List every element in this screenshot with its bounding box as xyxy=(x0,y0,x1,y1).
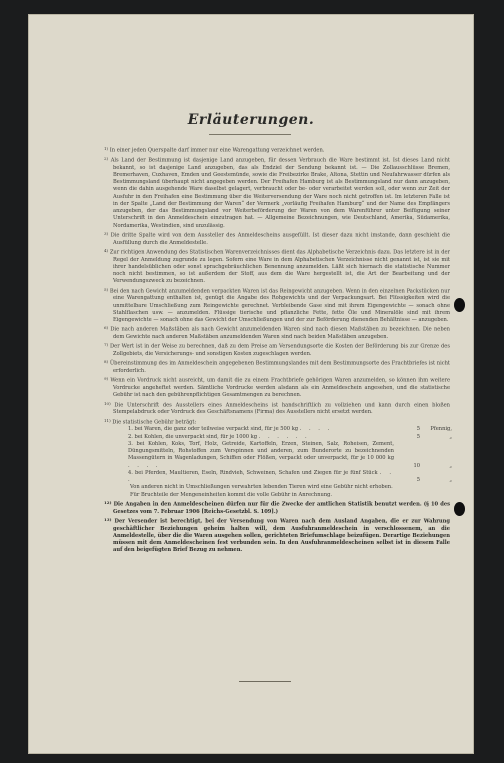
document-page xyxy=(28,14,474,754)
footnote: $^{5)}$ Bei den nach Gewicht anzumeldenden verpackten Waren ist das Reingewicht anzugeben. Wenn in den einzelnen Packstücken nur eine Warengattung enthalten ist, genügt die Angabe des Rohgewichts und der Verpackungsart. Bei Flüssigkeiten wird die unmittelbare Umschließung zum Reingewichte gerechnet. Verbleibende Gase sind mit ihrem Eigengewichte — sonach ohne Stahlflaschen usw. — anzumelden. Flüssige tierische und pflanzliche Fette, fette Öle und Mineralöle sind mit ihrem Eigengewichte — sonach ohne das Gewicht der Umschließungen und der zur Beförderung dienenden Behältnisse — anzugeben. xyxy=(104,286,450,323)
fee-note: Für Bruchteile der Mengeneinheiten kommt die volle Gebühr in Anrechnung. xyxy=(130,491,333,498)
footnote: $^{6)}$ Die nach anderen Maßstäben als nach Gewicht anzumeldenden Waren sind nach diesen Maßstäben zu bezeichnen. Die neben dem Gewichte nach anderen Maßstäben anzumeldenden Waren sind nach beiden Maßstäben anzugeben. xyxy=(104,325,450,340)
fee-rate-row: 4. bei Pferden, Maultieren, Eseln, Rindvieh, Schweinen, Schafen und Ziegen für je fünf Stück . . . 5 „ xyxy=(128,469,452,483)
punch-hole xyxy=(454,502,465,516)
footnote-bold: $^{12)}$ Die Angaben in den Anmeldescheinen dürfen nur für die Zwecke der amtlichen Statistik benutzt werden. (§ 10 des Gesetzes vom 7. Februar 1906 [Reichs-Gesetzbl. S. 109].) xyxy=(104,499,450,515)
footnote: $^{1)}$ In einer jeden Querspalte darf immer nur eine Warengattung verzeichnet werden. xyxy=(104,146,325,154)
footnote: $^{7)}$ Der Wert ist in der Weise zu berechnen, daß zu dem Preise am Versendungsorte die Kosten der Beförderung bis zur Grenze des Zollgebiets, die Versicherungs- und sonstigen Kosten zugeschlagen werden. xyxy=(104,342,450,357)
title-underline xyxy=(209,134,291,135)
footnote: $^{3)}$ Die dritte Spalte wird von dem Aussteller des Anmeldescheins ausgefüllt. Ist dieser dazu nicht imstande, dann geschieht die Ausfüllung durch die Anmeldestelle. xyxy=(104,230,450,246)
footnote-bold: $^{13)}$ Der Versender ist berechtigt, bei der Versendung von Waren nach dem Ausland Angaben, die er zur Wahrung geschäftlicher Beziehungen geheim halten will, dem Ausfuhranmeldeschein in verschlossenem, an die Anmeldestelle, über die die Waren ausgehen sollen, gerichteten Briefumschlage beizufügen. Derartige Beziehungen müssen mit dem Anmeldescheinen fest verbunden sein. In den Ausfuhranmeldescheinen selbst ist in diesem Falle auf den beigefügten Brief Bezug zu nehmen. xyxy=(104,516,450,554)
fee-rate-row: 2. bei Kohlen, die unverpackt sind, für je 1000 kg . . . . . . 5 „ xyxy=(128,433,452,440)
fee-note: Von anderen nicht in Umschließungen verwahrten lebenden Tieren wird eine Gebühr nicht erhoben. xyxy=(130,484,393,491)
fee-rate-row: 3. bei Kohlen, Koks, Torf, Holz, Getreide, Kartoffeln, Erzen, Steinen, Salz, Roheisen, Zement, Düngungsmitteln, Rohstoffen zum Verspinnen und anderen, zum Bunderorte zu bezeichnenden Massengütern in Wagenladungen, Schiffen oder Flößen, verpackt oder unverpackt, für je 10 000 kg . . . . 10 „ xyxy=(128,440,452,469)
closing-rule xyxy=(239,681,291,682)
footnote: $^{10)}$ Die Unterschrift des Ausstellers eines Anmeldescheins ist handschriftlich zu vollziehen und kann durch einen bloßen Stempelabdruck oder Vordruck des Geschäftsnamens (Firma) des Ausstellers nicht ersetzt werden. xyxy=(104,400,450,416)
footnote: $^{11)}$ Die statistische Gebühr beträgt: xyxy=(104,417,197,425)
footnote: $^{8)}$ Übereinstimmung des im Anmeldeschein angegebenen Bestimmungslandes mit dem Bestimmungsorte des Frachtbriefes ist nicht erforderlich. xyxy=(104,359,450,374)
footnote: $^{4)}$ Zur richtigen Anwendung des Statistischen Warenverzeichnisses dient das Alphabetische Verzeichnis dazu. Das letztere ist in der Regel der Anmeldung zugrunde zu legen. Sofern eine Ware in dem Alphabetischen Verzeichnisse nicht genannt ist, ist sie mit ihrer handelsüblichen oder sonst sprachgebräuchlichen Benennung anzumelden. Läßt sich hiernach die statistische Nummer noch nicht bestimmen, so ist außerdem der Stoff, aus dem die Ware hergestellt ist, die Art der Bearbeitung und der Verwendungszweck zu bezeichnen. xyxy=(104,247,450,285)
notes-body xyxy=(104,145,450,555)
fee-rate-row: 1. bei Waren, die ganz oder teilweise verpackt sind, für je 500 kg . . . . 5 Pfennig, xyxy=(128,426,452,433)
page-title: Erläuterungen. xyxy=(187,112,315,128)
footnote: $^{9)}$ Wenn ein Vordruck nicht ausreicht, um damit die zu einem Frachtbriefe gehörigen Waren anzumelden, so können ihm weitere Vordrucke angeheftet werden. Sämtliche Vordrucke werden alsdann als ein Anmeldeschein angesehen, und die statistische Gebühr ist nach den gebührenpflichtigen Gesamtmengen zu berechnen. xyxy=(104,376,450,399)
punch-hole xyxy=(454,298,465,312)
footnote: $^{2)}$ Als Land der Bestimmung ist dasjenige Land anzugeben, für dessen Verbrauch die Ware bestimmt ist. Ist dieses Land nicht bekannt, so ist dasjenige Land anzugeben, das als Endziel der Sendung bekannt ist. — Die Zollausschlüsse Bremen, Bremerhaven, Cuxhaven, Emden und Geestemünde, sowie die Freibezirke Brake, Altona, Stettin und Neufahrwasser dürfen als Bestimmungsland überhaupt nicht angegeben werden. Der Freihafen Hamburg ist als Bestimmungsland nur dann anzugeben, wenn die dahin ausgehende Ware daselbst gelagert, verbraucht oder be- oder verarbeitet werden soll, oder wenn zur Zeit der Ausfuhr in den Freihafen eine Bestimmung über die Weiterversendung der Ware noch nicht getroffen ist. Im letzteren Falle ist in der Spalte „Land der Bestimmung der Waren“ der Vermerk „vorläufig Freihafen Hamburg“ und der Name des Empfängers anzugeben, der das Bestimmungsland vor Weiterbeförderung der Waren von dem Warenführer unter Beifügung seiner Unterschrift in den Anmeldeschein einzutragen hat. — Allgemeine Bezeichnungen, wie Deutschland, Amerika, Südamerika, Nordamerika, Westindien, sind unzulässig. xyxy=(104,155,450,229)
